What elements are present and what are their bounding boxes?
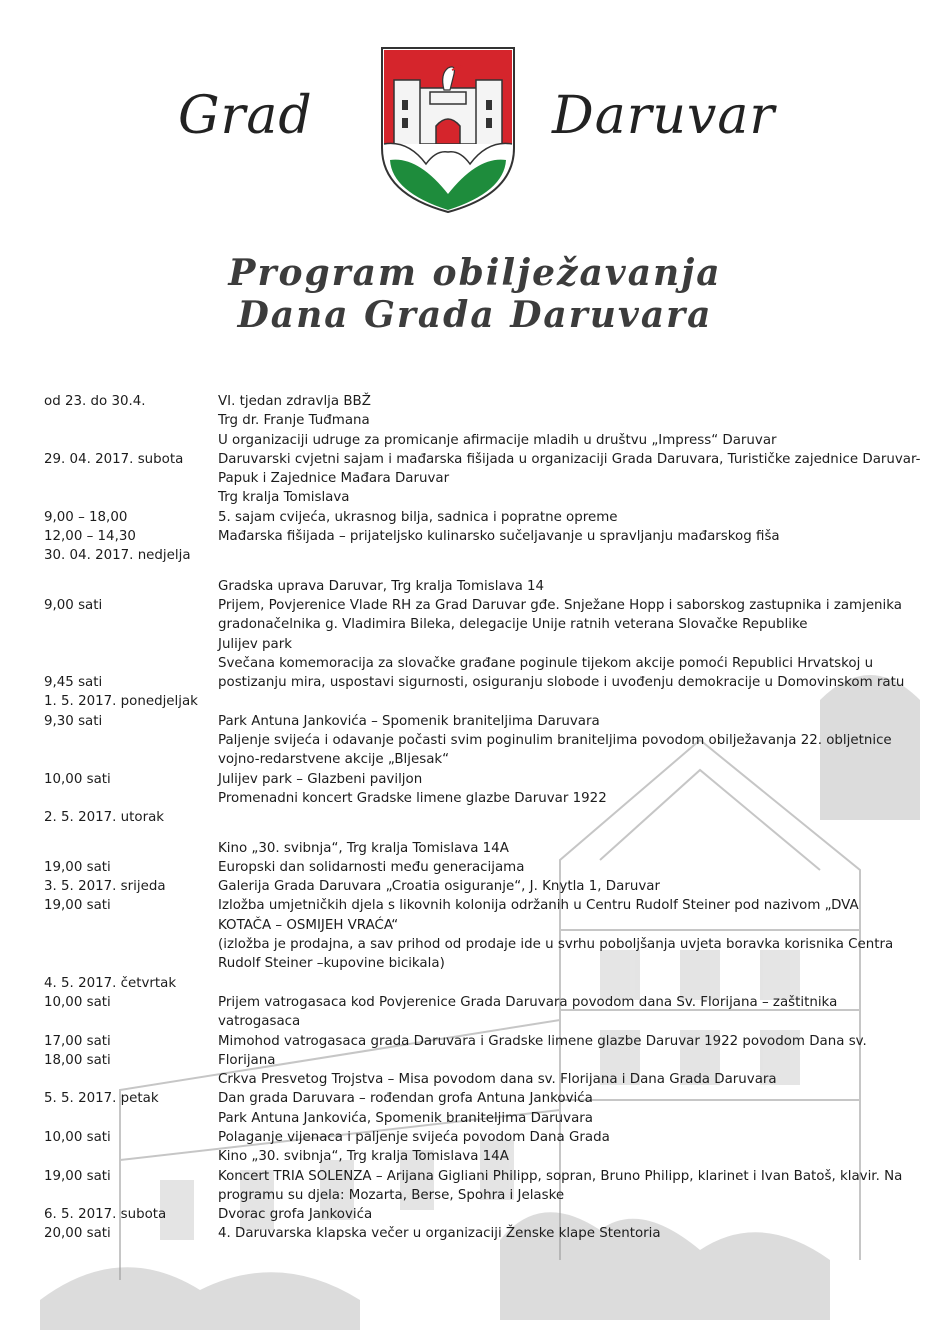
schedule-date-time: 3. 5. 2017. srijeda [44,879,166,895]
schedule-row [0,469,950,488]
schedule-description: 4. Daruvarska klapska večer u organizaciji Ženske klape Stentoria [218,1226,661,1242]
header-word-daruvar: Daruvar [552,86,776,146]
schedule-description: gradonačelnika g. Vladimira Bileka, delegacije Unije ratnih veterana Slovačke Republike [218,617,808,633]
schedule-description: Izložba umjetničkih djela s likovnih kolonija održanih u Centru Rudolf Steiner pod nazivom „DVA [218,898,859,914]
schedule-row [0,1167,950,1186]
schedule-date-time: 12,00 – 14,30 [44,529,136,545]
schedule-row [0,488,950,507]
schedule-description: Trg kralja Tomislava [218,490,350,506]
schedule-row [0,877,950,896]
schedule-description: Svečana komemoracija za slovačke građane poginule tijekom akcije pomoći Republici Hrvatskoj u [218,655,874,671]
schedule-row [0,411,950,430]
schedule-date-time: 9,45 sati [44,675,103,691]
schedule-date-time: 17,00 sati [44,1033,111,1049]
schedule-row [0,770,950,789]
schedule-row [0,1186,950,1205]
schedule-description: Prijem vatrogasaca kod Povjerenice Grada Daruvara povodom dana Sv. Florijana – zaštitnika [218,994,838,1010]
schedule-description: programu su djela: Mozarta, Berse, Spohra i Jelaske [218,1187,565,1203]
schedule-date-time: 19,00 sati [44,898,111,914]
schedule-row [0,596,950,615]
schedule-description: Kino „30. svibnja“, Trg kralja Tomislava 14A [218,840,509,856]
schedule-description: Mađarska fišijada – prijateljsko kulinarsko sučeljavanje u spravljanju mađarskog fiša [218,529,780,545]
schedule-description: Florijana [218,1052,276,1068]
schedule-row [0,654,950,673]
schedule-description: Gradska uprava Daruvar, Trg kralja Tomislava 14 [218,578,545,594]
schedule-description: Europski dan solidarnosti među generacijama [218,859,525,875]
schedule-row [0,935,950,954]
schedule-description: Papuk i Zajednice Mađara Daruvar [218,471,450,487]
schedule-description: Prijem, Povjerenice Vlade RH za Grad Daruvar gđe. Snježane Hopp i saborskog zastupnika i zamjenika [218,597,902,613]
schedule-description: Julijev park – Glazbeni paviljon [218,771,423,787]
schedule-row [0,789,950,808]
schedule-date-time: 9,00 – 18,00 [44,509,128,525]
schedule-description: (izložba je prodajna, a sav prihod od prodaje ide u svrhu poboljšanja uvjeta boravka korisnika Centra [218,937,894,953]
schedule-description: Park Antuna Jankovića, Spomenik braniteljima Daruvara [218,1110,593,1126]
schedule-row [0,896,950,915]
schedule-row [0,1032,950,1051]
schedule-description: Kino „30. svibnja“, Trg kralja Tomislava 14A [218,1149,509,1165]
row-spacer [0,828,950,839]
schedule-description: Rudolf Steiner –kupovine bicikala) [218,956,445,972]
schedule-description: Julijev park [218,636,292,652]
schedule-row [0,750,950,769]
schedule-description: Daruvarski cvjetni sajam i mađarska fišijada u organizaciji Grada Daruvara, Turističke zajednice Daruvar- [218,451,921,467]
schedule-description: U organizaciji udruge za promicanje afirmacije mladih u društvu „Impress“ Daruvar [218,432,777,448]
daruvar-coat-of-arms-icon [378,44,518,216]
schedule-date-time: 18,00 sati [44,1052,111,1068]
program-title-line-1: Program obilježavanja [228,252,722,294]
schedule-row [0,431,950,450]
schedule-row [0,954,950,973]
schedule-row [0,635,950,654]
schedule-description: vojno-redarstvene akcije „Bljesak“ [218,752,450,768]
schedule-description: VI. tjedan zdravlja BBŽ [218,394,371,409]
schedule-date-time: 29. 04. 2017. subota [44,451,184,467]
schedule-row [0,993,950,1012]
schedule-list [0,392,950,1244]
schedule-date-time: 9,30 sati [44,713,103,729]
schedule-description: vatrogasaca [218,1014,301,1030]
schedule-row [0,1070,950,1089]
schedule-description: KOTAČA – OSMIJEH VRAĆA“ [218,917,399,933]
schedule-date-time: 1. 5. 2017. ponedjeljak [44,694,198,710]
schedule-row [0,974,950,993]
schedule-date-time: 10,00 sati [44,771,111,787]
schedule-description: Galerija Grada Daruvara „Croatia osiguranje“, J. Knytla 1, Daruvar [218,879,660,895]
schedule-row [0,450,950,469]
schedule-row [0,692,950,711]
schedule-date-time: 10,00 sati [44,994,111,1010]
schedule-row [0,508,950,527]
header-word-grad: Grad [178,86,313,146]
schedule-row [0,673,950,692]
schedule-row [0,1089,950,1108]
schedule-date-time: 30. 04. 2017. nedjelja [44,548,191,564]
schedule-date-time: 20,00 sati [44,1226,111,1242]
schedule-row [0,577,950,596]
schedule-description: Mimohod vatrogasaca grada Daruvara i Gradske limene glazbe Daruvar 1922 povodom Dana sv. [218,1033,867,1049]
schedule-date-time: 19,00 sati [44,1168,111,1184]
schedule-row [0,731,950,750]
schedule-description: Dan grada Daruvara – rođendan grofa Antuna Jankovića [218,1091,593,1107]
schedule-row [0,527,950,546]
schedule-row [0,1109,950,1128]
schedule-row [0,839,950,858]
schedule-date-time: 19,00 sati [44,859,111,875]
schedule-date-time: 5. 5. 2017. petak [44,1091,159,1107]
schedule-row [0,1205,950,1224]
schedule-date-time: 9,00 sati [44,597,103,613]
schedule-date-time: 6. 5. 2017. subota [44,1207,167,1223]
schedule-description: postizanju mira, uspostavi sigurnosti, osiguranju slobode i uvođenju demokracije u Domovinskom ratu [218,675,905,691]
schedule-description: Promenadni koncert Gradske limene glazbe Daruvar 1922 [218,790,607,806]
schedule-row [0,546,950,565]
schedule-row [0,1128,950,1147]
schedule-date-time: 4. 5. 2017. četvrtak [44,975,177,991]
schedule-row [0,916,950,935]
schedule-row [0,1224,950,1243]
schedule-row [0,615,950,634]
schedule-description: Polaganje vijenaca i paljenje svijeća povodom Dana Grada [218,1129,610,1145]
schedule-date-time: 10,00 sati [44,1129,111,1145]
schedule-row [0,1147,950,1166]
program-title-line-2: Dana Grada Daruvara [237,294,713,336]
schedule-description: Koncert TRIA SOLENZA – Arijana Gigliani Philipp, sopran, Bruno Philipp, klarinet i Ivan Batoš, klavir. Na [218,1168,903,1184]
row-spacer [0,566,950,577]
schedule-description: Park Antuna Jankovića – Spomenik braniteljima Daruvara [218,713,600,729]
schedule-date-time: od 23. do 30.4. [44,394,146,409]
schedule-description: Paljenje svijeća i odavanje počasti svim poginulim braniteljima povodom obilježavanja 22. obljetnice [218,733,892,749]
schedule-row [0,858,950,877]
schedule-row [0,1051,950,1070]
schedule-description: Crkva Presvetog Trojstva – Misa povodom dana sv. Florijana i Dana Grada Daruvara [218,1072,777,1088]
schedule-description: Trg dr. Franje Tuđmana [218,413,370,429]
schedule-row [0,1012,950,1031]
schedule-description: 5. sajam cvijeća, ukrasnog bilja, sadnica i popratne opreme [218,509,618,525]
schedule-row [0,808,950,827]
schedule-row [0,712,950,731]
schedule-description: Dvorac grofa Jankovića [218,1207,373,1223]
schedule-row [0,392,950,411]
schedule-date-time: 2. 5. 2017. utorak [44,810,165,826]
